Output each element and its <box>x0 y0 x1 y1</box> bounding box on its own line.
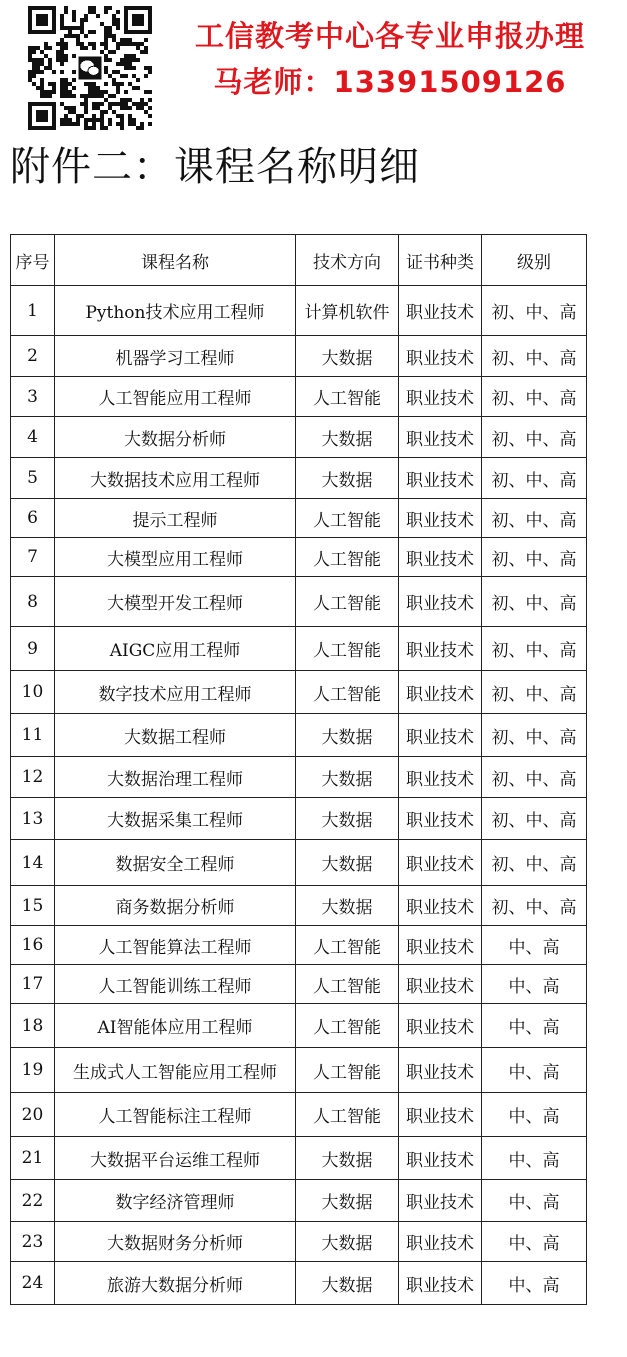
cell-certificate-type: 职业技术 <box>399 286 482 336</box>
page-title: 附件二：课程名称明细 <box>10 144 420 190</box>
table-row <box>11 417 587 458</box>
table-row <box>11 1180 587 1222</box>
cell-row-number: 22 <box>11 1180 55 1222</box>
cell-level: 初、中、高 <box>482 798 587 840</box>
column-header: 技术方向 <box>296 235 399 286</box>
cell-tech-direction: 大数据 <box>296 886 399 926</box>
cell-level: 初、中、高 <box>482 714 587 757</box>
cell-certificate-type: 职业技术 <box>399 714 482 757</box>
table-row <box>11 499 587 538</box>
cell-course-name: 大数据分析师 <box>55 417 296 458</box>
course-table <box>10 234 587 1305</box>
cell-tech-direction: 人工智能 <box>296 627 399 671</box>
cell-course-name: 大模型应用工程师 <box>55 538 296 577</box>
cell-certificate-type: 职业技术 <box>399 1048 482 1093</box>
cell-certificate-type: 职业技术 <box>399 671 482 714</box>
table-row <box>11 458 587 499</box>
table-row <box>11 1222 587 1262</box>
cell-certificate-type: 职业技术 <box>399 926 482 965</box>
cell-tech-direction: 人工智能 <box>296 377 399 417</box>
cell-course-name: 人工智能算法工程师 <box>55 926 296 965</box>
cell-course-name: 生成式人工智能应用工程师 <box>55 1048 296 1093</box>
table-row <box>11 798 587 840</box>
cell-row-number: 8 <box>11 577 55 627</box>
cell-row-number: 24 <box>11 1262 55 1305</box>
cell-level: 中、高 <box>482 1222 587 1262</box>
cell-course-name: 大数据采集工程师 <box>55 798 296 840</box>
cell-course-name: Python技术应用工程师 <box>55 286 296 336</box>
cell-certificate-type: 职业技术 <box>399 1222 482 1262</box>
cell-course-name: 大数据治理工程师 <box>55 757 296 798</box>
cell-course-name: 大数据工程师 <box>55 714 296 757</box>
cell-certificate-type: 职业技术 <box>399 1004 482 1048</box>
cell-tech-direction: 大数据 <box>296 1137 399 1180</box>
cell-tech-direction: 大数据 <box>296 714 399 757</box>
cell-tech-direction: 计算机软件 <box>296 286 399 336</box>
cell-row-number: 18 <box>11 1004 55 1048</box>
cell-row-number: 19 <box>11 1048 55 1093</box>
cell-certificate-type: 职业技术 <box>399 417 482 458</box>
cell-tech-direction: 大数据 <box>296 840 399 886</box>
cell-course-name: 大数据技术应用工程师 <box>55 458 296 499</box>
table-row <box>11 1262 587 1305</box>
cell-course-name: AIGC应用工程师 <box>55 627 296 671</box>
cell-row-number: 14 <box>11 840 55 886</box>
cell-certificate-type: 职业技术 <box>399 377 482 417</box>
table-row <box>11 965 587 1004</box>
cell-certificate-type: 职业技术 <box>399 577 482 627</box>
table-row <box>11 671 587 714</box>
cell-level: 初、中、高 <box>482 377 587 417</box>
cell-row-number: 1 <box>11 286 55 336</box>
cell-row-number: 9 <box>11 627 55 671</box>
cell-tech-direction: 大数据 <box>296 1222 399 1262</box>
cell-level: 中、高 <box>482 1262 587 1305</box>
cell-tech-direction: 人工智能 <box>296 1093 399 1137</box>
cell-level: 中、高 <box>482 1093 587 1137</box>
cell-level: 初、中、高 <box>482 577 587 627</box>
cell-row-number: 6 <box>11 499 55 538</box>
cell-course-name: 数据安全工程师 <box>55 840 296 886</box>
cell-level: 初、中、高 <box>482 336 587 377</box>
cell-certificate-type: 职业技术 <box>399 840 482 886</box>
cell-row-number: 12 <box>11 757 55 798</box>
table-row <box>11 286 587 336</box>
cell-tech-direction: 大数据 <box>296 1262 399 1305</box>
cell-row-number: 5 <box>11 458 55 499</box>
cell-level: 初、中、高 <box>482 417 587 458</box>
cell-level: 中、高 <box>482 1004 587 1048</box>
cell-level: 初、中、高 <box>482 886 587 926</box>
cell-certificate-type: 职业技术 <box>399 1262 482 1305</box>
cell-level: 初、中、高 <box>482 671 587 714</box>
cell-course-name: 大模型开发工程师 <box>55 577 296 627</box>
table-row <box>11 538 587 577</box>
cell-tech-direction: 大数据 <box>296 757 399 798</box>
cell-tech-direction: 人工智能 <box>296 671 399 714</box>
cell-tech-direction: 大数据 <box>296 336 399 377</box>
cell-certificate-type: 职业技术 <box>399 458 482 499</box>
cell-certificate-type: 职业技术 <box>399 965 482 1004</box>
cell-certificate-type: 职业技术 <box>399 538 482 577</box>
cell-level: 初、中、高 <box>482 840 587 886</box>
cell-tech-direction: 人工智能 <box>296 926 399 965</box>
cell-level: 初、中、高 <box>482 538 587 577</box>
table-row <box>11 377 587 417</box>
cell-row-number: 20 <box>11 1093 55 1137</box>
table-row <box>11 1093 587 1137</box>
cell-certificate-type: 职业技术 <box>399 1093 482 1137</box>
cell-level: 中、高 <box>482 1180 587 1222</box>
cell-row-number: 7 <box>11 538 55 577</box>
cell-course-name: 旅游大数据分析师 <box>55 1262 296 1305</box>
column-header: 级别 <box>482 235 587 286</box>
cell-level: 初、中、高 <box>482 627 587 671</box>
cell-course-name: 机器学习工程师 <box>55 336 296 377</box>
cell-level: 初、中、高 <box>482 458 587 499</box>
cell-certificate-type: 职业技术 <box>399 1137 482 1180</box>
cell-tech-direction: 大数据 <box>296 798 399 840</box>
cell-course-name: 人工智能应用工程师 <box>55 377 296 417</box>
cell-tech-direction: 人工智能 <box>296 499 399 538</box>
cell-course-name: 数字经济管理师 <box>55 1180 296 1222</box>
cell-level: 中、高 <box>482 1048 587 1093</box>
table-row <box>11 840 587 886</box>
cell-row-number: 23 <box>11 1222 55 1262</box>
table-row <box>11 1048 587 1093</box>
cell-row-number: 17 <box>11 965 55 1004</box>
table-row <box>11 757 587 798</box>
cell-course-name: 商务数据分析师 <box>55 886 296 926</box>
cell-course-name: AI智能体应用工程师 <box>55 1004 296 1048</box>
cell-level: 初、中、高 <box>482 499 587 538</box>
table-row <box>11 336 587 377</box>
cell-certificate-type: 职业技术 <box>399 1180 482 1222</box>
cell-course-name: 提示工程师 <box>55 499 296 538</box>
column-header: 课程名称 <box>55 235 296 286</box>
cell-row-number: 10 <box>11 671 55 714</box>
table-row <box>11 627 587 671</box>
cell-course-name: 大数据财务分析师 <box>55 1222 296 1262</box>
cell-certificate-type: 职业技术 <box>399 336 482 377</box>
column-header: 序号 <box>11 235 55 286</box>
cell-tech-direction: 人工智能 <box>296 1004 399 1048</box>
table-row <box>11 1137 587 1180</box>
cell-tech-direction: 大数据 <box>296 417 399 458</box>
table-row <box>11 886 587 926</box>
table-row <box>11 714 587 757</box>
table-row <box>11 577 587 627</box>
cell-tech-direction: 人工智能 <box>296 577 399 627</box>
cell-row-number: 11 <box>11 714 55 757</box>
cell-tech-direction: 大数据 <box>296 458 399 499</box>
cell-row-number: 2 <box>11 336 55 377</box>
cell-certificate-type: 职业技术 <box>399 499 482 538</box>
cell-level: 中、高 <box>482 926 587 965</box>
cell-course-name: 大数据平台运维工程师 <box>55 1137 296 1180</box>
cell-row-number: 4 <box>11 417 55 458</box>
table-header-row <box>11 235 587 286</box>
cell-level: 初、中、高 <box>482 286 587 336</box>
cell-row-number: 16 <box>11 926 55 965</box>
cell-course-name: 人工智能训练工程师 <box>55 965 296 1004</box>
banner-line-1: 工信教考中心各专业申报办理 <box>194 19 585 53</box>
cell-row-number: 15 <box>11 886 55 926</box>
cell-row-number: 3 <box>11 377 55 417</box>
cell-level: 中、高 <box>482 1137 587 1180</box>
cell-row-number: 21 <box>11 1137 55 1180</box>
cell-level: 初、中、高 <box>482 757 587 798</box>
cell-tech-direction: 人工智能 <box>296 538 399 577</box>
cell-certificate-type: 职业技术 <box>399 886 482 926</box>
cell-course-name: 数字技术应用工程师 <box>55 671 296 714</box>
cell-certificate-type: 职业技术 <box>399 627 482 671</box>
cell-tech-direction: 人工智能 <box>296 1048 399 1093</box>
cell-tech-direction: 大数据 <box>296 1180 399 1222</box>
cell-tech-direction: 人工智能 <box>296 965 399 1004</box>
wechat-qr-code-icon[interactable] <box>28 6 152 130</box>
cell-row-number: 13 <box>11 798 55 840</box>
cell-course-name: 人工智能标注工程师 <box>55 1093 296 1137</box>
cell-level: 中、高 <box>482 965 587 1004</box>
table-row <box>11 926 587 965</box>
cell-certificate-type: 职业技术 <box>399 757 482 798</box>
table-row <box>11 1004 587 1048</box>
cell-certificate-type: 职业技术 <box>399 798 482 840</box>
banner-line-2: 马老师：13391509126 <box>213 65 567 99</box>
contact-banner <box>170 14 610 104</box>
column-header: 证书种类 <box>399 235 482 286</box>
